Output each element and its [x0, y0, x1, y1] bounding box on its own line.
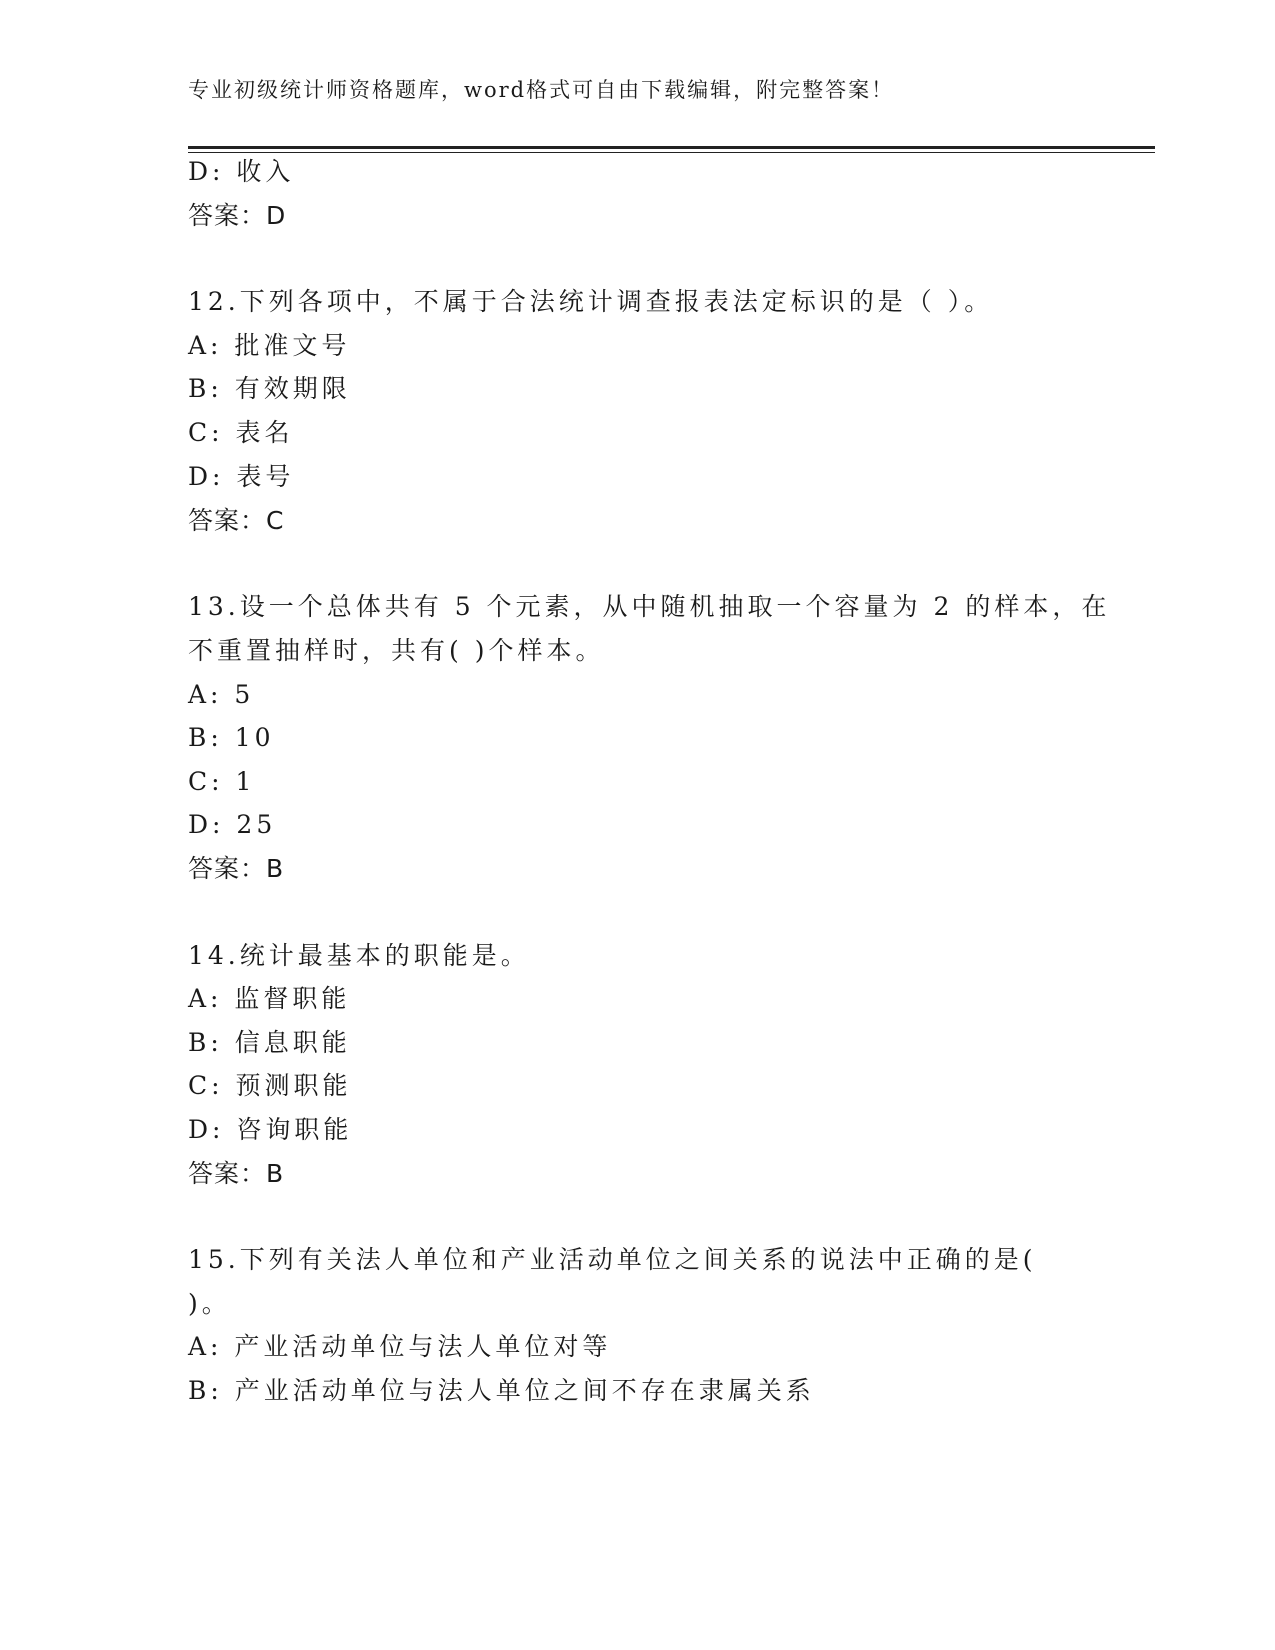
option-d: D: 25: [188, 810, 277, 839]
question-stem-continued: )。: [188, 1289, 231, 1318]
option-a: A: 产业活动单位与法人单位对等: [188, 1332, 612, 1361]
option-a: A: 监督职能: [188, 984, 351, 1013]
option-c: C: 1: [188, 767, 256, 796]
option-b: B: 有效期限: [188, 374, 351, 403]
answer: 答案：B: [188, 1159, 285, 1188]
answer: 答案：D: [188, 201, 287, 230]
option-d: D: 收入: [188, 157, 295, 186]
option-a: A: 批准文号: [188, 331, 351, 360]
page-header: 专业初级统计师资格题库，word格式可自由下载编辑，附完整答案！: [188, 78, 895, 102]
option-d: D: 表号: [188, 462, 295, 491]
header-rule-thick: [188, 146, 1155, 149]
option-d: D: 咨询职能: [188, 1115, 353, 1144]
option-b: B: 产业活动单位与法人单位之间不存在隶属关系: [188, 1376, 815, 1405]
answer: 答案：B: [188, 854, 285, 883]
question-stem: 14.统计最基本的职能是。: [188, 941, 530, 970]
option-a: A: 5: [188, 680, 255, 709]
answer: 答案：C: [188, 506, 285, 535]
question-stem-continued: 不重置抽样时，共有( )个样本。: [188, 636, 605, 665]
option-b: B: 信息职能: [188, 1028, 351, 1057]
header-rule-thin: [188, 152, 1155, 153]
option-c: C: 预测职能: [188, 1071, 352, 1100]
question-stem: 12.下列各项中，不属于合法统计调查报表法定标识的是（ ）。: [188, 287, 994, 316]
option-b: B: 10: [188, 723, 275, 752]
question-stem: 13.设一个总体共有 5 个元素，从中随机抽取一个容量为 2 的样本，在: [188, 592, 1111, 621]
question-stem: 15.下列有关法人单位和产业活动单位之间关系的说法中正确的是(: [188, 1245, 1037, 1274]
option-c: C: 表名: [188, 418, 294, 447]
